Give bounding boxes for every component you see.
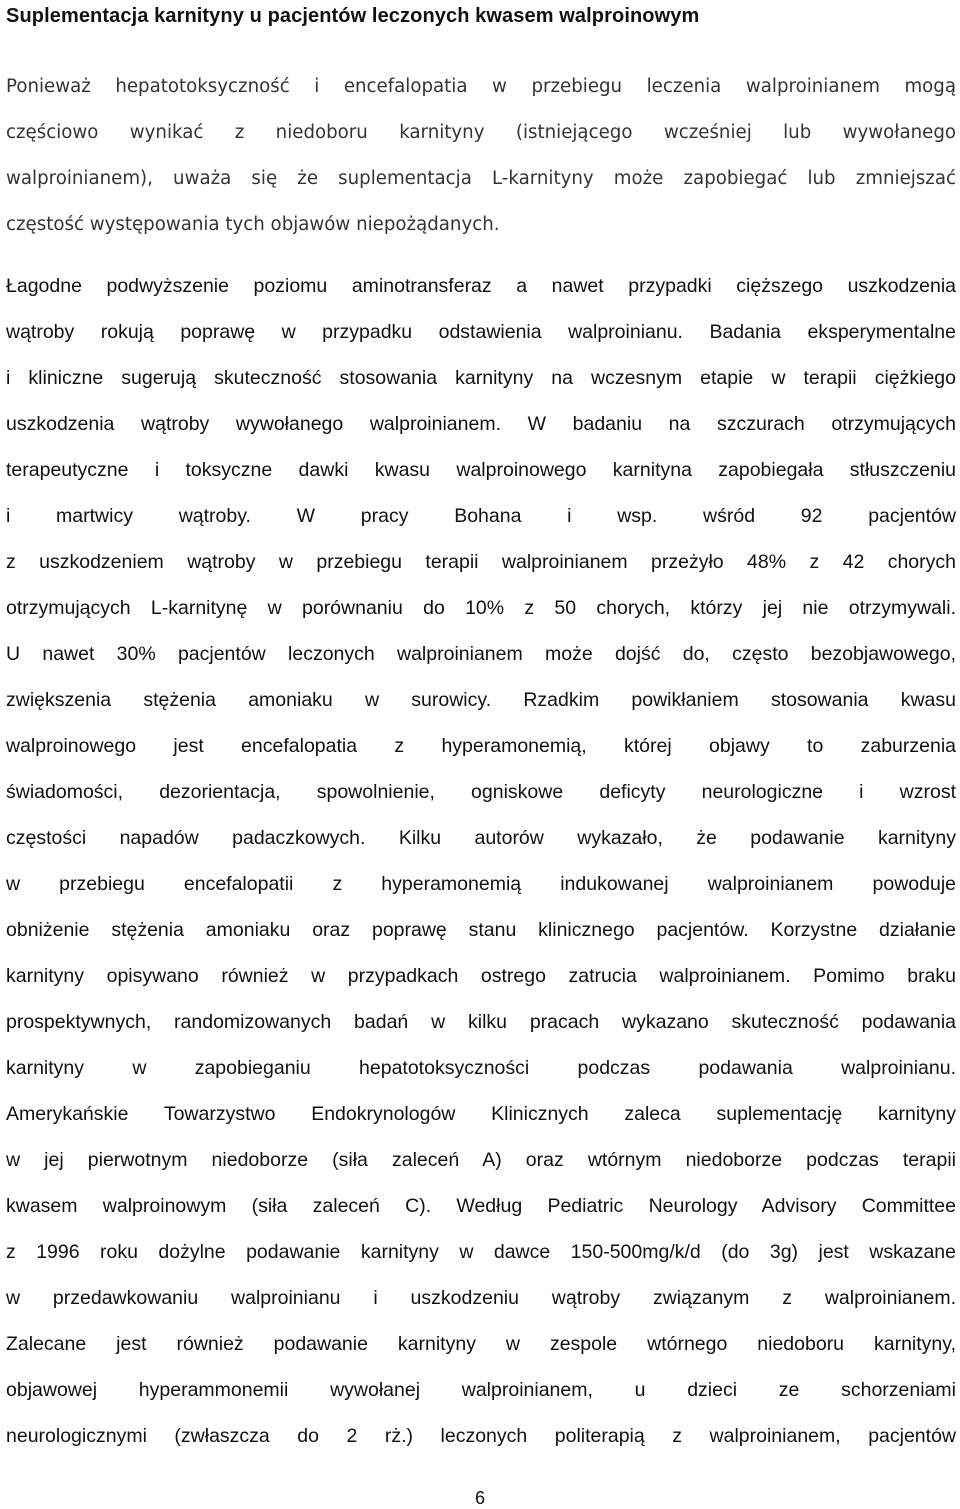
- text-line: w jej pierwotnym niedoborze (siła zaleceń A) oraz wtórnym niedoborze podczas terapii: [6, 1149, 956, 1171]
- text-line: terapeutyczne i toksyczne dawki kwasu walproinowego karnityna zapobiegała stłuszczeniu: [6, 459, 956, 481]
- text-line: Zalecane jest również podawanie karnityny w zespole wtórnego niedoboru karnityny,: [6, 1333, 956, 1355]
- text-line: prospektywnych, randomizowanych badań w kilku pracach wykazano skuteczność podawania: [6, 1011, 956, 1033]
- text-line: częstość występowania tych objawów niepożądanych.: [6, 214, 500, 235]
- text-line: Ponieważ hepatotoksyczność i encefalopatia w przebiegu leczenia walproinianem mogą: [6, 76, 956, 97]
- text-line: Łagodne podwyższenie poziomu aminotransferaz a nawet przypadki cięższego uszkodzenia: [6, 275, 956, 297]
- text-line: częstości napadów padaczkowych. Kilku autorów wykazało, że podawanie karnityny: [6, 827, 956, 849]
- text-line: Amerykańskie Towarzystwo Endokrynologów Klinicznych zaleca suplementację karnityny: [6, 1103, 956, 1125]
- text-line: uszkodzenia wątroby wywołanego walproinianem. W badaniu na szczurach otrzymujących: [6, 413, 956, 435]
- text-line: i kliniczne sugerują skuteczność stosowania karnityny na wczesnym etapie w terapii ciężkiego: [6, 367, 956, 389]
- text-line: z uszkodzeniem wątroby w przebiegu terapii walproinianem przeżyło 48% z 42 chorych: [6, 551, 956, 573]
- text-line: otrzymujących L-karnitynę w porównaniu do 10% z 50 chorych, którzy jej nie otrzymywali.: [6, 597, 956, 619]
- text-line: częściowo wynikać z niedoboru karnityny (istniejącego wcześniej lub wywołanego: [6, 122, 956, 143]
- text-line: karnityny opisywano również w przypadkach ostrego zatrucia walproinianem. Pomimo braku: [6, 965, 956, 987]
- text-line: obniżenie stężenia amoniaku oraz poprawę stanu klinicznego pacjentów. Korzystne działanie: [6, 919, 956, 941]
- text-line: i martwicy wątroby. W pracy Bohana i wsp. wśród 92 pacjentów: [6, 505, 956, 527]
- text-line: karnityny w zapobieganiu hepatotoksyczności podczas podawania walproinianu.: [6, 1057, 956, 1079]
- text-line: neurologicznymi (zwłaszcza do 2 rż.) leczonych politerapią z walproinianem, pacjentów: [6, 1425, 956, 1447]
- text-line: w przebiegu encefalopatii z hyperamonemią indukowanej walproinianem powoduje: [6, 873, 956, 895]
- text-line: w przedawkowaniu walproinianu i uszkodzeniu wątroby związanym z walproinianem.: [6, 1287, 956, 1309]
- text-line: z 1996 roku dożylne podawanie karnityny w dawce 150-500mg/k/d (do 3g) jest wskazane: [6, 1241, 956, 1263]
- text-line: wątroby rokują poprawę w przypadku odstawienia walproinianu. Badania eksperymentalne: [6, 321, 956, 343]
- text-line: świadomości, dezorientacja, spowolnienie, ogniskowe deficyty neurologiczne i wzrost: [6, 781, 956, 803]
- text-line: U nawet 30% pacjentów leczonych walproinianem może dojść do, często bezobjawowego,: [6, 643, 956, 665]
- text-line: objawowej hyperammonemii wywołanej walproinianem, u dzieci ze schorzeniami: [6, 1379, 956, 1401]
- paragraph-main: [6, 263, 956, 1459]
- text-line: kwasem walproinowym (siła zaleceń C). Według Pediatric Neurology Advisory Committee: [6, 1195, 956, 1217]
- text-line: zwiększenia stężenia amoniaku w surowicy. Rzadkim powikłaniem stosowania kwasu: [6, 689, 956, 711]
- text-line: walproinianem), uważa się że suplementacja L-karnityny może zapobiegać lub zmniejszać: [6, 168, 956, 189]
- document-title: Suplementacja karnityny u pacjentów leczonych kwasem walproinowym: [6, 5, 700, 27]
- paragraph-intro: [6, 64, 956, 248]
- text-line: walproinowego jest encefalopatia z hyperamonemią, której objawy to zaburzenia: [6, 735, 956, 757]
- page-number: 6: [474, 1488, 485, 1508]
